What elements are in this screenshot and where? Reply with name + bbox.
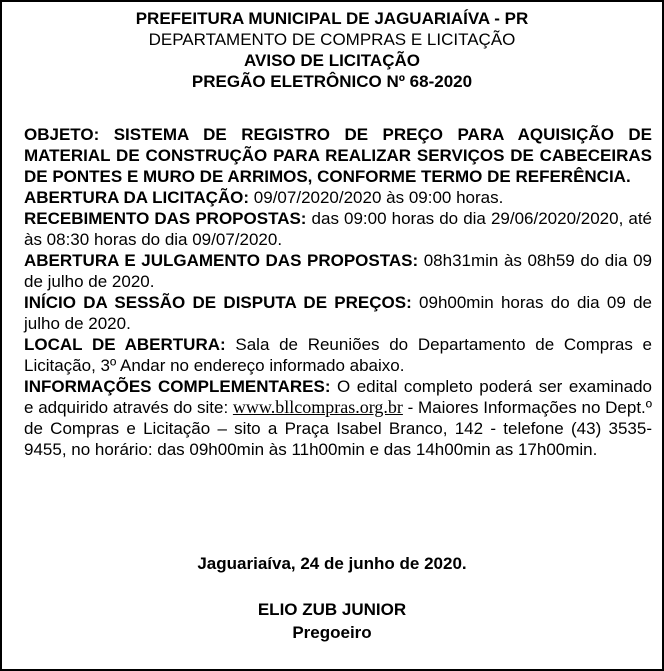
item-label: RECEBIMENTO DAS PROPOSTAS: (24, 209, 307, 228)
item-label: ABERTURA DA LICITAÇÃO: (24, 188, 250, 207)
signer-role: Pregoeiro (292, 623, 372, 642)
auction-number: PREGÃO ELETRÔNICO Nº 68-2020 (191, 72, 473, 91)
recebimento-propostas (24, 208, 652, 250)
item-label: ABERTURA E JULGAMENTO DAS PROPOSTAS: (24, 251, 419, 270)
municipality-title: PREFEITURA MUNICIPAL DE JAGUARIAÍVA - PR (135, 9, 529, 28)
inicio-sessao (24, 292, 652, 334)
item-text: 09/07/2020/2020 às 09:00 horas. (249, 188, 504, 207)
department-name: DEPARTAMENTO DE COMPRAS E LICITAÇÃO (148, 30, 516, 49)
local-abertura (24, 334, 652, 376)
info-text-after: - Maiores Informações no Dept.º de Compras e Licitação – sito a Praça Isabel Branco, 142 - telefone (43) 3535-9455, no horário: das 09h00min às 11h00min e das 14h00min as 17h00min. (24, 398, 652, 459)
item-text: das 09:00 horas do dia 29/06/2020/2020, até às 08:30 horas do dia 09/07/2020. (24, 209, 652, 249)
notice-type: AVISO DE LICITAÇÃO (244, 51, 420, 70)
info-text-before: O edital completo poderá ser examinado e adquirido através do site: (24, 377, 652, 417)
site-link[interactable]: www.bllcompras.org.br (232, 397, 403, 417)
abertura-licitacao (24, 187, 652, 208)
notice-date: Jaguariaíva, 24 de junho de 2020. (197, 554, 467, 573)
notice-body (24, 124, 652, 460)
item-label: LOCAL DE ABERTURA: (24, 335, 226, 354)
objeto-paragraph: OBJETO: SISTEMA DE REGISTRO DE PREÇO PARA AQUISIÇÃO DE MATERIAL DE CONSTRUÇÃO PARA REALIZAR SERVIÇOS DE CABECEIRAS DE PONTES E MURO DE ARRIMOS, CONFORME TERMO DE REFERÊNCIA. (24, 125, 652, 186)
item-label: INÍCIO DA SESSÃO DE DISPUTA DE PREÇOS: (24, 293, 412, 312)
item-text: 08h31min às 08h59 do dia 09 de julho de 2020. (24, 251, 652, 291)
item-text: Sala de Reuniões do Departamento de Compras e Licitação, 3º Andar no endereço informado abaixo. (24, 335, 652, 375)
abertura-julgamento (24, 250, 652, 292)
informacoes-complementares (24, 376, 652, 460)
notice-header (2, 8, 662, 92)
info-label: INFORMAÇÕES COMPLEMENTARES: (24, 377, 331, 396)
item-text: 09h00min horas do dia 09 de julho de 2020. (24, 293, 652, 333)
signer-name: ELIO ZUB JUNIOR (257, 600, 407, 619)
